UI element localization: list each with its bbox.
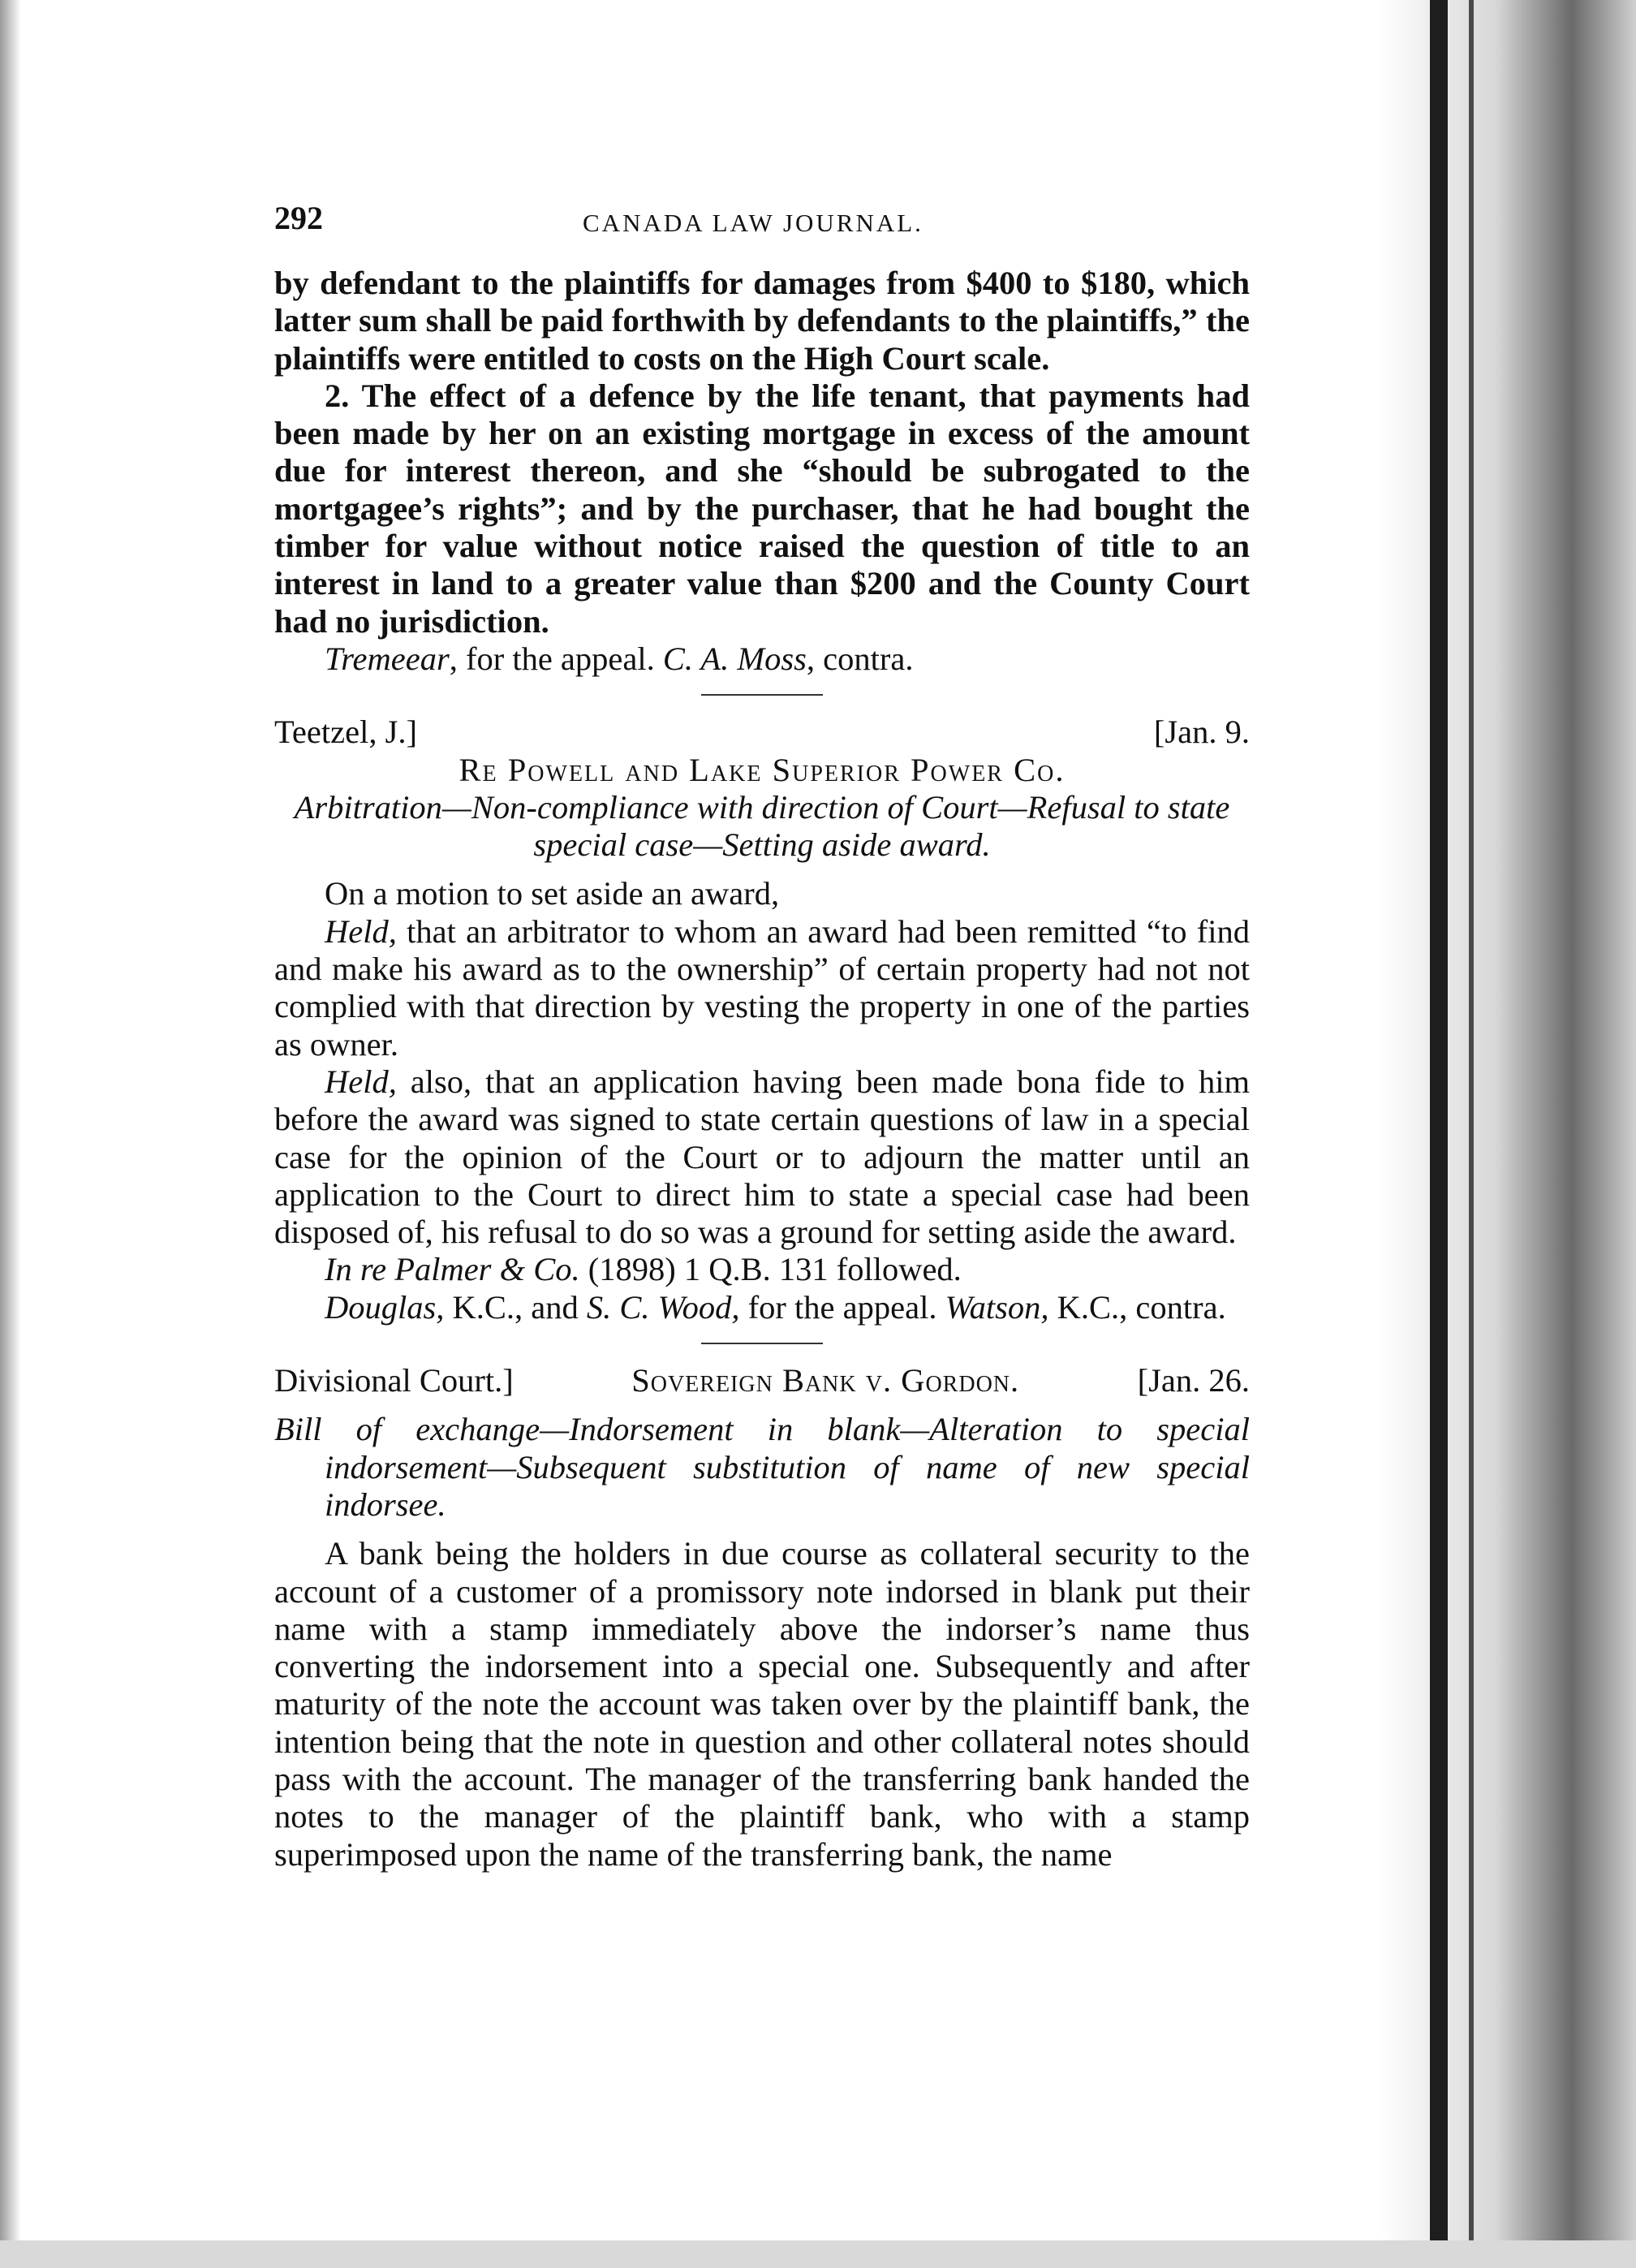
held-label: Held, [325, 912, 397, 950]
counsel-text: K.C., contra. [1048, 1288, 1226, 1326]
left-page-edge [0, 0, 21, 2268]
prev-case-holding-continued: by defendant to the plaintiffs for damages from $400 to $180, which latter sum shall be paid forthwith by defendants to the plaintiffs,” the plaintiffs were entitled to costs on the High Court scale. [274, 265, 1250, 377]
counsel-text: for the appeal. [739, 1288, 945, 1326]
section-divider [701, 1343, 823, 1344]
decision-date: [Jan. 26. [1137, 1362, 1250, 1399]
court-name: Divisional Court.] [274, 1362, 514, 1399]
case-intro: On a motion to set aside an award, [325, 875, 780, 912]
binding-shadow [1380, 0, 1636, 2268]
holding-text: that an arbitrator to whom an award had been remitted “to find and make his award as to the ownership” of certain property had not not complied with that direction by vesting the property in one of the parties as owner. [274, 912, 1250, 1063]
case-title: Sovereign Bank v. Gordon. [631, 1362, 1020, 1399]
case-counsel [274, 1289, 1250, 1326]
case-facts: A bank being the holders in due course as collateral security to the account of a customer of a promissory note indorsed in blank put their name with a stamp immediately above the indorser’s name thus converting the indorsement into a special one. Subsequently and after maturity of the note the account was taken over by the plaintiff bank, the intention being that the note in question and other collateral notes should pass with the account. The manager of the transferring bank handed the notes to the manager of the plaintiff bank, who with a stamp superimposed upon the name of the transferring bank, the name [274, 1535, 1250, 1873]
counsel-text: K.C., and [444, 1288, 587, 1326]
holding-2 [274, 1063, 1250, 1251]
cited-case-name: In re Palmer & Co. [325, 1251, 580, 1288]
prev-case-counsel [274, 640, 1250, 678]
case-headnote: Arbitration—Non-compliance with direction of Court—Refusal to state special case—Setting aside award. [294, 788, 1230, 864]
prev-case-holding-2: 2. The effect of a defence by the life tenant, that payments had been made by her on an existing mortgage in excess of the amount due for interest thereon, and she “should be subrogated to the mortgagee’s rights”; and by the purchaser, that he had bought the timber for value without notice raised the question of title to an interest in land to a greater value than $200 and the County Court had no jurisdiction. [274, 377, 1250, 640]
page-number: 292 [274, 200, 323, 236]
counsel-name: S. C. Wood, [586, 1288, 740, 1326]
section-divider [701, 694, 823, 696]
journal-title: CANADA LAW JOURNAL. [583, 209, 923, 237]
case-headnote: Bill of exchange—Indorsement in blank—Alteration to special indorsement—Subsequent substitution of name of new special indorsee. [274, 1411, 1250, 1523]
counsel-name: Douglas, [325, 1288, 445, 1326]
page-text [274, 200, 1250, 1873]
counsel-respondent-suffix: , contra. [806, 640, 914, 677]
holding-1 [274, 913, 1250, 1063]
counsel-appellant: Tremeear [325, 640, 450, 677]
holding-text: also, that an application having been made bona fide to him before the award was signed to state certain questions of law in a special case for the opinion of the Court or to adjourn the matter until an application to the Court to direct him to state a special case had been disposed of, his refusal to do so was a ground for setting aside the award. [274, 1063, 1250, 1251]
case-caption-powell [274, 714, 1250, 751]
case-title: Re Powell and Lake Superior Power Co. [459, 751, 1066, 788]
cited-case-reference: (1898) 1 Q.B. 131 followed. [579, 1251, 962, 1288]
held-label: Held, [325, 1063, 397, 1100]
judge-name: Teetzel, J.] [274, 714, 417, 751]
counsel-name: Watson, [945, 1288, 1049, 1326]
case-caption-sovereign [274, 1362, 1250, 1399]
counsel-respondent: C. A. Moss [662, 640, 807, 677]
running-head [274, 200, 1250, 237]
decision-date: [Jan. 9. [1153, 714, 1250, 751]
authority-citation [274, 1251, 1250, 1288]
counsel-appellant-suffix: , for the appeal. [449, 640, 655, 677]
